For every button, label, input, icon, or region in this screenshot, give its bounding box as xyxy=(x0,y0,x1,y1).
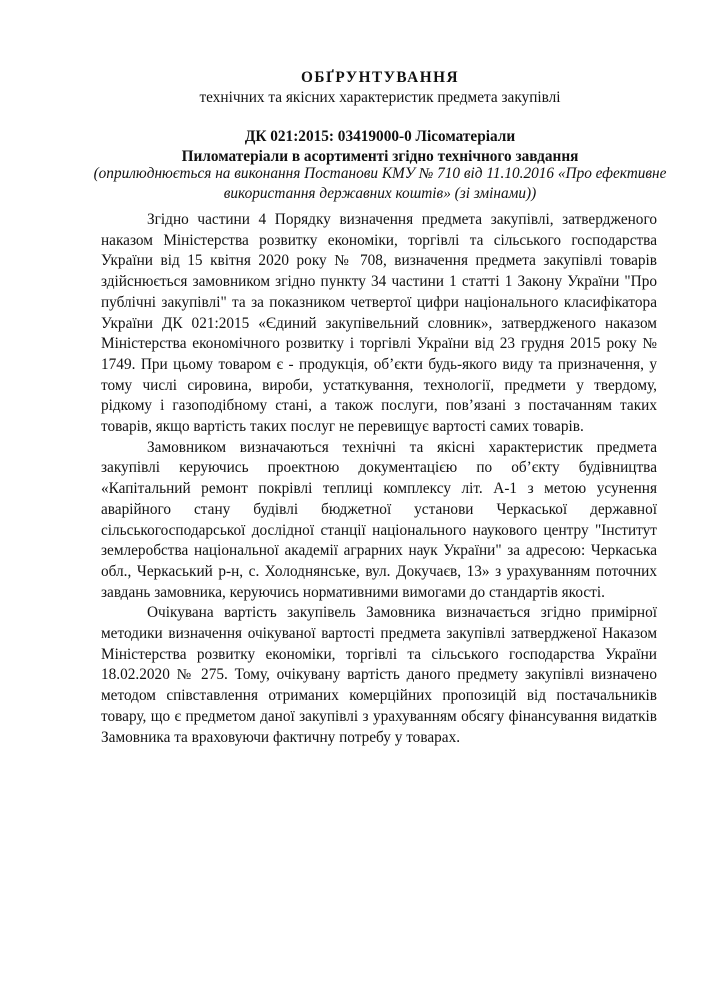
document-body xyxy=(101,210,657,748)
document-title: ОБҐРУНТУВАННЯ xyxy=(300,69,460,86)
paragraph-procurement-definition: Згідно частини 4 Порядку визначення предмета закупівлі, затвердженого наказом Міністерства розвитку економіки, торгівлі та сільського господарства України від 15 квітня 2020 року № 708, визначення предмета закупівлі товарів здійснюється замовником згідно пункту 34 частини 1 статті 1 Закону України "Про публічні закупівлі" та за показником четвертої цифри національного класифікатора України ДК 021:2015 «Єдиний закупівельний словник», затвердженого наказом Міністерства економічного розвитку і торгівлі України від 23 грудня 2015 року № 1749. При цьому товаром є - продукція, об’єкти будь-якого виду та призначення, у тому числі сировина, вироби, устаткування, технології, предмети у твердому, рідкому і газоподібному стані, а також послуги, пов’язані з постачанням таких товарів, якщо вартість таких послуг не перевищує вартості самих товарів. xyxy=(101,211,657,436)
dk-code-heading: ДК 021:2015: 03419000-0 Лісоматеріали xyxy=(244,128,516,145)
publication-note: (оприлюднюється на виконання Постанови КМУ № 710 від 11.10.2016 «Про ефективне використання державних коштів» (зі змінами)) xyxy=(93,165,667,202)
goods-name-heading: Пиломатеріали в асортименті згідно технічного завдання xyxy=(181,148,579,165)
document-subtitle: технічних та якісних характеристик предмета закупівлі xyxy=(199,89,561,106)
paragraph-expected-cost: Очікувана вартість закупівель Замовника визначається згідно примірної методики визначення очікуваної вартості предмета закупівлі затвердженої Наказом Міністерства розвитку економіки, торгівлі та сільського господарства України 18.02.2020 № 275. Тому, очікувану вартість даного предмету закупівлі визначено методом співставлення отриманих комерційних пропозицій від постачальників товару, що є предметом даної закупівлі з урахуванням обсягу фінансування видатків Замовника та враховуючи фактичну потребу у товарах. xyxy=(101,604,657,746)
paragraph-technical-characteristics: Замовником визначаються технічні та якісні характеристик предмета закупівлі керуючись проектною документацією по об’єкту будівництва «Капітальний ремонт покрівлі теплиці комплексу літ. А-1 з метою усунення аварійного стану будівлі бюджетної установи Черкаської державної сільськогосподарської дослідної станції національного наукового центру "Інститут землеробства національної академії аграрних наук України" за адресою: Черкаська обл., Черкаський р-н, с. Холоднянське, вул. Докучаєв, 13» з урахуванням поточних завдань замовника, керуючись нормативними вимогами до стандартів якості. xyxy=(101,438,657,601)
